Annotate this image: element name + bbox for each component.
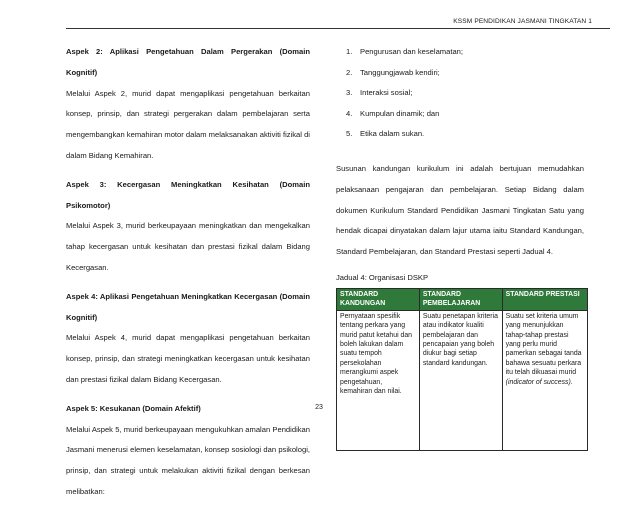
header-rule <box>66 28 610 29</box>
header-standard-kandungan: STANDARD KANDUNGAN <box>337 288 420 310</box>
page-header <box>0 0 638 30</box>
cell-standard-kandungan: Pernyataan spesifik tentang perkara yang murid patut ketahui dan boleh lakukan dalam suatu tempoh persekolahan merangkumi aspek pengetahuan, kemahiran dan nilai. <box>337 310 420 450</box>
cell-standard-pembelajaran: Suatu penetapan kriteria atau indikator kualiti pembelajaran dan pencapaian yang boleh diukur bagi setiap standard kandungan. <box>419 310 502 450</box>
list-item <box>346 124 584 145</box>
list-item <box>346 63 584 84</box>
table-header-row <box>337 288 588 310</box>
list-item-text: Kumpulan dinamik; dan <box>360 108 440 118</box>
list-item-number: 4. <box>346 108 353 118</box>
list-item <box>346 83 584 104</box>
list-item <box>346 104 584 125</box>
prestasi-italic-text: (indicator of success). <box>505 378 573 386</box>
list-item-text: Tanggungjawab kendiri; <box>360 67 440 77</box>
list-item-number: 1. <box>346 47 353 56</box>
right-column <box>336 42 584 451</box>
list-item <box>346 42 584 63</box>
aspek-5-heading: Aspek 5: Kesukanan (Domain Afektif) <box>66 403 201 413</box>
aspek-2-body: Melalui Aspek 2, murid dapat mengaplikasi pengetahuan berkaitan konsep, prinsip, dan strategi pergerakan dalam pembelajaran serta mengembangkan kemahiran motor dalam melaksanakan aktiviti fizikal di dalam Bidang Kemahiran. <box>66 88 310 160</box>
page-number: 23 <box>315 404 323 411</box>
section-aspek-5 <box>66 399 310 503</box>
prestasi-text: Suatu set kriteria umum yang menunjukkan tahap-tahap prestasi yang perlu murid pamerkan sebagai tanda bahawa sesuatu perkara itu telah dikuasai murid <box>505 312 582 377</box>
section-aspek-4 <box>66 287 310 391</box>
kesukanan-list <box>346 42 584 145</box>
aspek-5-body: Melalui Aspek 5, murid berkeupayaan mengukuhkan amalan Pendidikan Jasmani menerusi elemen keselamatan, konsep sosiologi dan psikologi, prinsip, dan strategi untuk melakukan aktiviti fizikal dengan berkesan melibatkan: <box>66 424 310 496</box>
aspek-3-heading: Aspek 3: Kecergasan Meningkatkan Kesihatan (Domain Psikomotor) <box>66 179 310 210</box>
table-caption: Jadual 4: Organisasi DSKP <box>336 272 429 282</box>
header-standard-pembelajaran: STANDARD PEMBELAJARAN <box>419 288 502 310</box>
cell-standard-prestasi <box>502 310 587 450</box>
left-column <box>66 42 310 511</box>
list-item-number: 3. <box>346 88 353 98</box>
dskp-table <box>336 288 588 451</box>
list-item-text: Etika dalam sukan. <box>360 129 425 139</box>
intro-paragraph: Susunan kandungan kurikulum ini adalah bertujuan memudahkan pelaksanaan pengajaran dan pembelajaran. Setiap Bidang dalam dokumen Kurikulum Standard Pendidikan Jasmani Tingkatan Satu yang hendak dicapai dinyatakan dalam lajur utama iaitu Standard Kandungan, Standard Pembelajaran, dan Standard Prestasi seperti Jadual 4. <box>336 163 584 257</box>
section-aspek-2 <box>66 42 310 167</box>
aspek-3-body: Melalui Aspek 3, murid berkeupayaan meningkatkan dan mengekalkan tahap kecergasan untuk kesihatan dan prestasi fizikal dalam Bidang Kecergasan. <box>66 221 310 272</box>
section-aspek-3 <box>66 175 310 279</box>
table-row <box>337 310 588 450</box>
aspek-2-heading: Aspek 2: Aplikasi Pengetahuan Dalam Pergerakan (Domain Kognitif) <box>66 47 310 77</box>
list-item-number: 5. <box>346 129 353 139</box>
header-standard-prestasi: STANDARD PRESTASI <box>502 288 587 310</box>
list-item-number: 2. <box>346 67 353 77</box>
aspek-4-body: Melalui Aspek 4, murid dapat mengaplikasi pengetahuan berkaitan konsep, prinsip, dan strategi meningkatkan kecergasan untuk kesihatan dan prestasi fizikal dalam Bidang Kecergasan. <box>66 333 310 384</box>
list-item-text: Interaksi sosial; <box>360 88 413 98</box>
header-title: KSSM PENDIDIKAN JASMANI TINGKATAN 1 <box>453 18 592 25</box>
list-item-text: Pengurusan dan keselamatan; <box>360 47 464 56</box>
aspek-4-heading: Aspek 4: Aplikasi Pengetahuan Meningkatkan Kecergasan (Domain Kognitif) <box>66 291 310 322</box>
